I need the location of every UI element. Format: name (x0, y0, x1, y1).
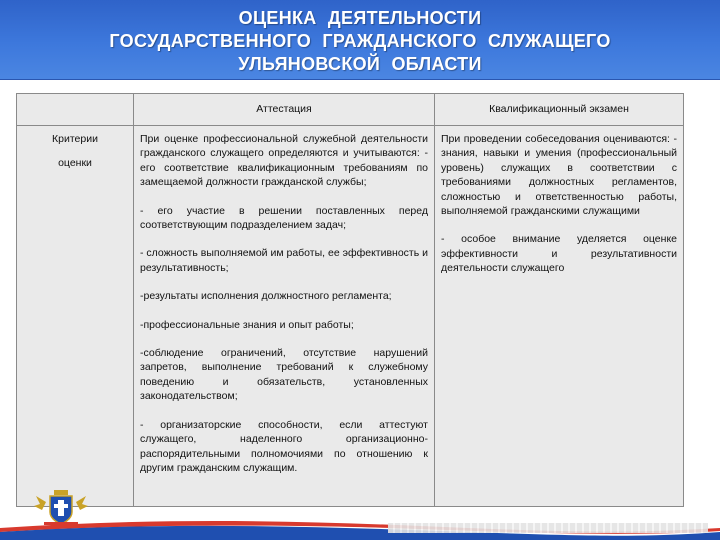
header-attestation: Аттестация (256, 103, 312, 116)
title-line-2: ГОСУДАРСТВЕННОГО ГРАЖДАНСКОГО СЛУЖАЩЕГО (109, 31, 611, 51)
attestation-paragraph: -результаты исполнения должностного регламента; (140, 290, 392, 303)
criteria-label-line-1: Критерии (52, 133, 98, 145)
exam-paragraph: - особое внимание уделяется оценке эффективности и результативности деятельности служащего (441, 233, 677, 275)
attestation-paragraph: - организаторские способности, если аттестуют служащего, наделенного организационно-распорядительными полномочиями по отношению к другим гражданским служащим. (140, 418, 428, 474)
watermark-strip (388, 523, 708, 533)
criteria-label (17, 126, 133, 171)
page-title (0, 0, 720, 76)
attestation-cell (134, 126, 434, 475)
attestation-paragraph: - его участие в решении поставленных перед соответствующим подразделением задач; (140, 204, 428, 232)
criteria-label-line-2: оценки (58, 157, 92, 170)
attestation-paragraph: -соблюдение ограничений, отсутствие нарушений запретов, выполнение требований к служебному поведению и обязательств, установленных законодательством; (140, 347, 428, 403)
header-qualification-exam: Квалификационный экзамен (489, 103, 629, 116)
exam-cell (435, 126, 683, 276)
coat-of-arms-icon (32, 486, 90, 528)
exam-paragraph: При проведении собеседования оцениваются: - знания, навыки и умения (профессиональный уровень) служащих в соответствии с требованиями должностных регламентов, сложностью и ответственностью работы, выполняемой гражданскими служащими (441, 133, 677, 218)
evaluation-table (16, 93, 684, 507)
title-line-1: ОЦЕНКА ДЕЯТЕЛЬНОСТИ (238, 8, 482, 28)
attestation-paragraph: При оценке профессиональной служебной деятельности гражданского служащего определяются и учитываются: - его соответствие квалификационным требованиям по замещаемой должности гражданской службы; (140, 133, 428, 189)
title-banner (0, 0, 720, 80)
attestation-paragraph: -профессиональные знания и опыт работы; (140, 318, 354, 331)
title-line-3: УЛЬЯНОВСКОЙ ОБЛАСТИ (238, 54, 482, 74)
attestation-paragraph: - сложность выполняемой им работы, ее эффективность и результативность; (140, 247, 428, 274)
